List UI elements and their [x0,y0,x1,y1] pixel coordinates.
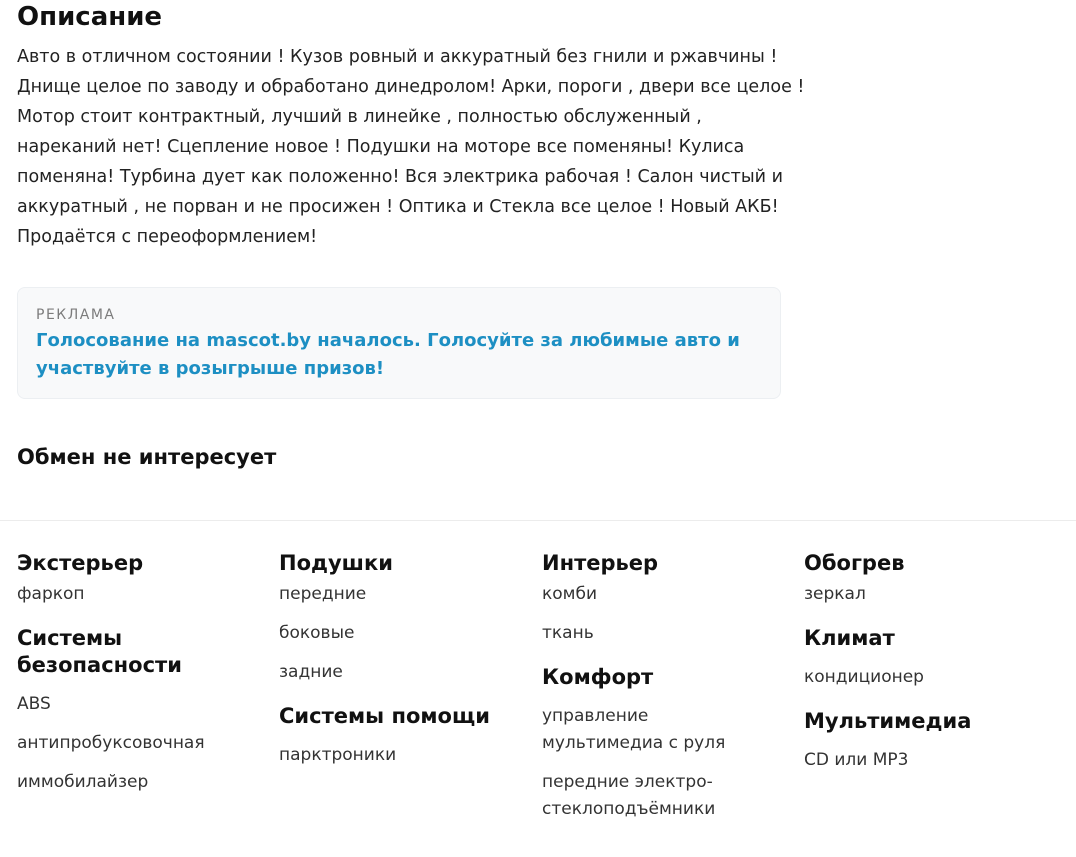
description-line: аккуратный , не порван и не просижен ! Оптика и Стекла все целое ! Новый АКБ! [17,197,779,217]
feature-group-title-heating: Обогрев [804,551,905,575]
feature-group-title-interior: Интерьер [542,551,659,575]
feature-item: боковые [279,623,355,643]
feature-item [542,703,782,757]
ad-link-line: Голосование на mascot.by началось. Голосуйте за любимые авто и [36,330,740,351]
description-line: Мотор стоит контрактный, лучший в линейке , полностью обслуженный , [17,107,702,127]
features-column-2 [279,550,529,769]
features-column-4 [804,550,1054,774]
feature-group-title-assist: Системы помощи [279,704,490,728]
feature-item [542,769,782,823]
exchange-status: Обмен не интересует [17,445,277,469]
feature-item: антипробуксовочная [17,733,205,753]
feature-item: зеркал [804,584,866,604]
features-column-1 [17,550,257,796]
feature-item: фаркоп [17,584,85,604]
ad-link[interactable] [36,327,762,383]
ad-label: РЕКЛАМА [36,307,116,323]
feature-item: передние [279,584,367,604]
feature-item: ABS [17,694,51,714]
feature-item: иммобилайзер [17,772,149,792]
feature-group-title-line: Системы [17,626,123,650]
feature-group-title-airbags: Подушки [279,551,393,575]
feature-group-title-comfort: Комфорт [542,665,654,689]
feature-item-line: управление [542,706,649,726]
ad-banner [17,287,781,399]
description-line: Днище целое по заводу и обработано динедролом! Арки, пороги , двери все целое ! [17,77,805,97]
feature-item-line: передние электро- [542,772,713,792]
description-line: поменяна! Турбина дует как положенно! Вся электрика рабочая ! Салон чистый и [17,167,783,187]
ad-link-line: участвуйте в розыгрыше призов! [36,358,385,379]
feature-item: задние [279,662,343,682]
description-title: Описание [17,2,163,32]
feature-group-title-climate: Климат [804,626,895,650]
feature-item: комби [542,584,598,604]
feature-item: кондиционер [804,667,924,687]
description-line: Авто в отличном состоянии ! Кузов ровный и аккуратный без гнили и ржавчины ! [17,47,778,67]
features-column-3 [542,550,782,823]
feature-item-line: стеклоподъёмники [542,799,716,819]
feature-item: CD или MP3 [804,750,909,770]
feature-group-title-exterior: Экстерьер [17,551,144,575]
section-divider [0,520,1076,521]
feature-group-title-multimedia: Мультимедиа [804,709,972,733]
description-line: нареканий нет! Сцепление новое ! Подушки на моторе все поменяны! Кулиса [17,137,745,157]
feature-group-title-line: безопасности [17,653,182,677]
description-text [17,42,807,252]
feature-group-title-safety [17,625,257,679]
description-line: Продаётся с переоформлением! [17,227,318,247]
feature-item-line: мультимедиа с руля [542,733,726,753]
feature-item: парктроники [279,745,397,765]
feature-item: ткань [542,623,594,643]
